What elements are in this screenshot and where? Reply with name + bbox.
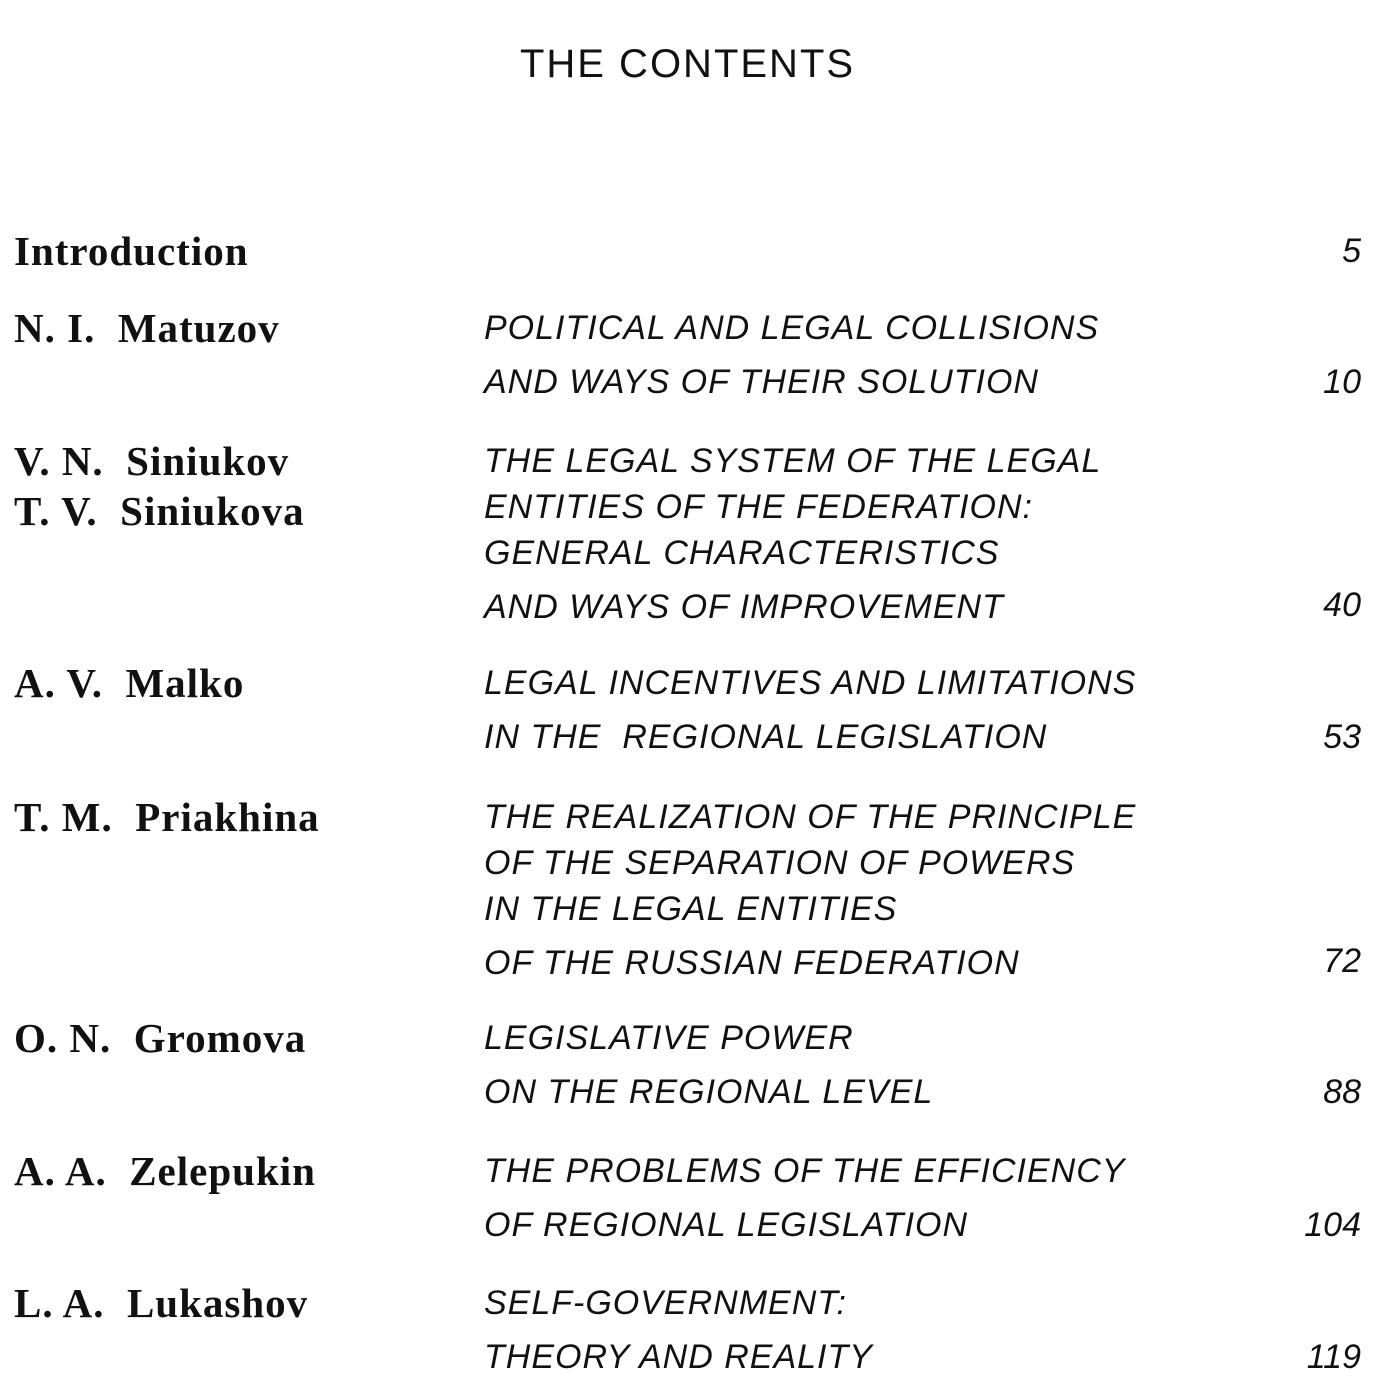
- title-line: POLITICAL AND LEGAL COLLISIONS: [484, 309, 1100, 347]
- title-line: ON THE REGIONAL LEVEL: [484, 1073, 934, 1111]
- title-line: ENTITIES OF THE FEDERATION:: [484, 488, 1034, 526]
- entry-authors: [14, 303, 280, 353]
- entry-title: [484, 438, 1284, 630]
- title-line: THE LEGAL SYSTEM OF THE LEGAL: [484, 442, 1102, 480]
- page-number: 5: [1342, 232, 1361, 270]
- page-number: 104: [1304, 1206, 1361, 1244]
- page-number: 53: [1323, 718, 1361, 756]
- title-line: AND WAYS OF IMPROVEMENT: [484, 588, 1004, 626]
- author-name: T. M. Priakhina: [14, 794, 320, 840]
- entry-authors: [14, 226, 249, 276]
- page-number: 119: [1306, 1338, 1361, 1376]
- title-line: OF THE RUSSIAN FEDERATION: [484, 944, 1020, 982]
- author-name: V. N. Siniukov: [14, 438, 290, 484]
- page-number: 40: [1323, 586, 1361, 624]
- page-number: 10: [1323, 363, 1361, 401]
- title-line: SELF-GOVERNMENT:: [484, 1284, 847, 1322]
- author-name: A. V. Malko: [14, 660, 245, 706]
- author-name: L. A. Lukashov: [14, 1280, 309, 1326]
- title-line: IN THE REGIONAL LEGISLATION: [484, 718, 1048, 756]
- author-name: N. I. Matuzov: [14, 305, 280, 351]
- title-line: THEORY AND REALITY: [484, 1338, 873, 1376]
- entry-title: [484, 794, 1284, 986]
- entry-title: [484, 305, 1284, 405]
- page-title: THE CONTENTS: [519, 42, 856, 86]
- page-number: 72: [1323, 942, 1361, 980]
- entry-authors: [14, 1278, 308, 1328]
- author-name: A. A. Zelepukin: [14, 1148, 316, 1194]
- entry-authors: [14, 1013, 306, 1063]
- title-line: THE PROBLEMS OF THE EFFICIENCY: [484, 1152, 1126, 1190]
- entry-authors: [14, 436, 305, 536]
- entry-authors: [14, 658, 244, 708]
- entry-authors: [14, 792, 320, 842]
- entry-authors: [14, 1146, 316, 1196]
- title-line: LEGISLATIVE POWER: [484, 1019, 854, 1057]
- entry-title: [484, 660, 1284, 760]
- entry-label: Introduction: [14, 228, 249, 274]
- author-name: O. N. Gromova: [14, 1015, 307, 1061]
- title-line: THE REALIZATION OF THE PRINCIPLE: [484, 798, 1137, 836]
- author-name: T. V. Siniukova: [14, 488, 305, 534]
- title-line: OF REGIONAL LEGISLATION: [484, 1206, 969, 1244]
- title-line: LEGAL INCENTIVES AND LIMITATIONS: [484, 664, 1137, 702]
- title-line: GENERAL CHARACTERISTICS: [484, 534, 1000, 572]
- page-number: 88: [1323, 1073, 1361, 1111]
- entry-title: [484, 1280, 1284, 1380]
- entry-title: [484, 1148, 1284, 1248]
- entry-title: [484, 1015, 1284, 1115]
- title-line: AND WAYS OF THEIR SOLUTION: [484, 363, 1039, 401]
- title-line: IN THE LEGAL ENTITIES: [484, 890, 898, 928]
- title-line: OF THE SEPARATION OF POWERS: [484, 844, 1076, 882]
